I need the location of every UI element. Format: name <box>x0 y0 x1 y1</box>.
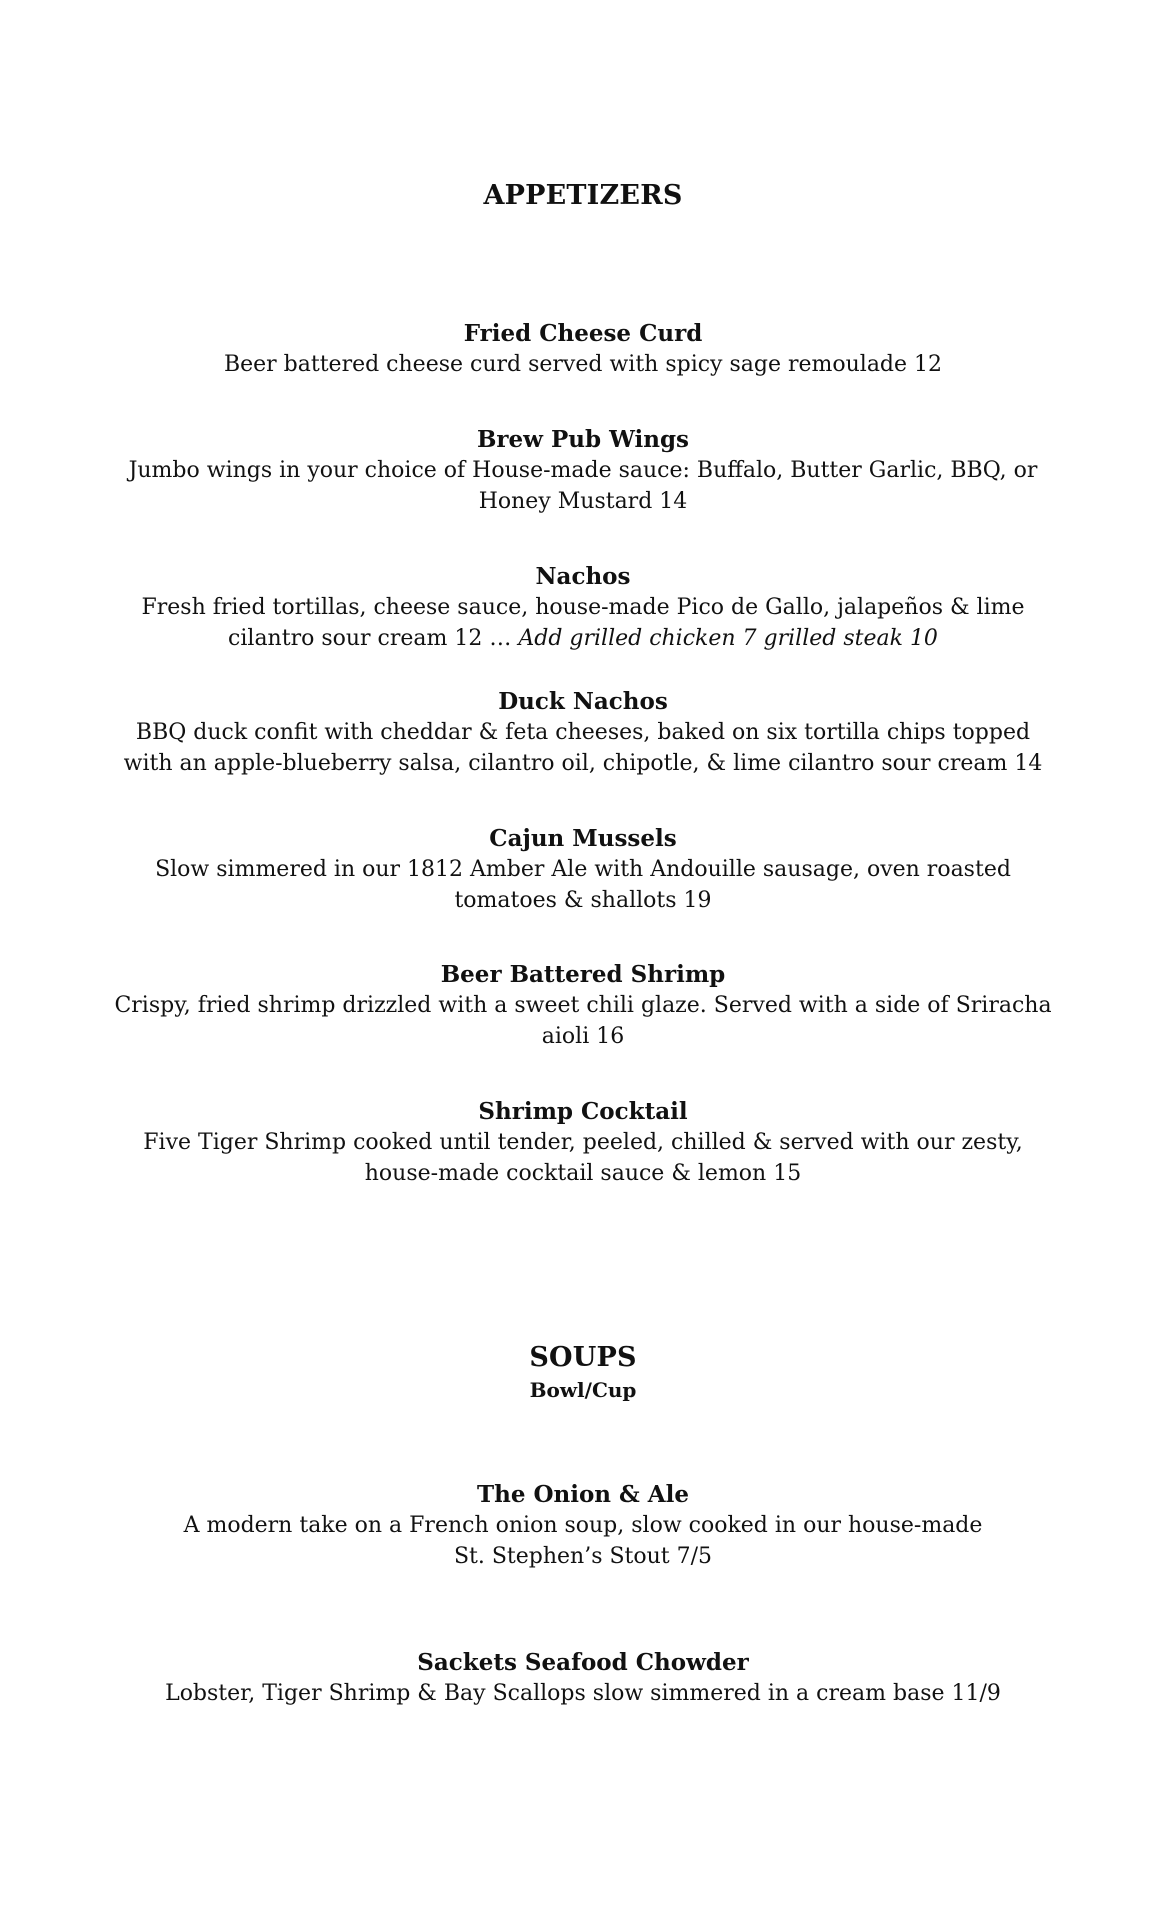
item-description: Five Tiger Shrimp cooked until tender, peeled, chilled & served with our zesty, house-made cocktail sauce & lemon 15 <box>143 1130 1023 1186</box>
item-name: Cajun Mussels <box>489 825 677 852</box>
item-description-line-1: A modern take on a French onion soup, slow cooked in our house-made <box>183 1513 983 1538</box>
item-name: Fried Cheese Curd <box>463 320 703 347</box>
appetizers-heading: APPETIZERS <box>483 180 683 211</box>
menu-item-shrimp-cocktail <box>110 1096 1056 1189</box>
soups-subheading: Bowl/Cup <box>529 1378 637 1402</box>
item-name: Nachos <box>535 563 631 590</box>
soups-heading: SOUPS <box>529 1342 637 1373</box>
item-description: BBQ duck confit with cheddar & feta cheeses, baked on six tortilla chips topped with an apple-blueberry salsa, cilantro oil, chipotle, & lime cilantro sour cream 14 <box>123 720 1043 776</box>
item-name: Beer Battered Shrimp <box>440 961 726 988</box>
item-description <box>110 592 1056 654</box>
menu-item-brew-pub-wings <box>110 424 1056 517</box>
menu-item-nachos <box>110 561 1056 654</box>
item-description: Slow simmered in our 1812 Amber Ale with Andouille sausage, oven roasted tomatoes & shallots 19 <box>155 857 1011 913</box>
menu-item-beer-battered-shrimp <box>110 959 1056 1052</box>
item-description-text: Fresh fried tortillas, cheese sauce, house-made Pico de Gallo, jalapeños & lime cilantro sour cream 12 … <box>141 595 1025 651</box>
item-name: Brew Pub Wings <box>476 426 690 453</box>
item-description: Beer battered cheese curd served with spicy sage remoulade 12 <box>223 352 943 377</box>
item-name: Shrimp Cocktail <box>478 1098 688 1125</box>
menu-item-seafood-chowder <box>110 1647 1056 1709</box>
item-name: Sackets Seafood Chowder <box>417 1649 749 1676</box>
item-description: Crispy, fried shrimp drizzled with a sweet chili glaze. Served with a side of Sriracha aioli 16 <box>114 993 1052 1049</box>
menu-item-duck-nachos <box>110 686 1056 779</box>
item-name: Duck Nachos <box>498 688 668 715</box>
item-addon: Add grilled chicken 7 grilled steak 10 <box>518 626 938 651</box>
item-description: Jumbo wings in your choice of House-made sauce: Buffalo, Butter Garlic, BBQ, or Honey Mustard 14 <box>128 458 1038 514</box>
item-description: Lobster, Tiger Shrimp & Bay Scallops slow simmered in a cream base 11/9 <box>165 1681 1001 1706</box>
item-name: The Onion & Ale <box>476 1481 690 1508</box>
item-description-line-2: St. Stephen’s Stout 7/5 <box>453 1544 713 1569</box>
menu-item-fried-cheese-curd <box>110 318 1056 380</box>
menu-item-cajun-mussels <box>110 823 1056 916</box>
menu-item-onion-ale <box>110 1479 1056 1572</box>
